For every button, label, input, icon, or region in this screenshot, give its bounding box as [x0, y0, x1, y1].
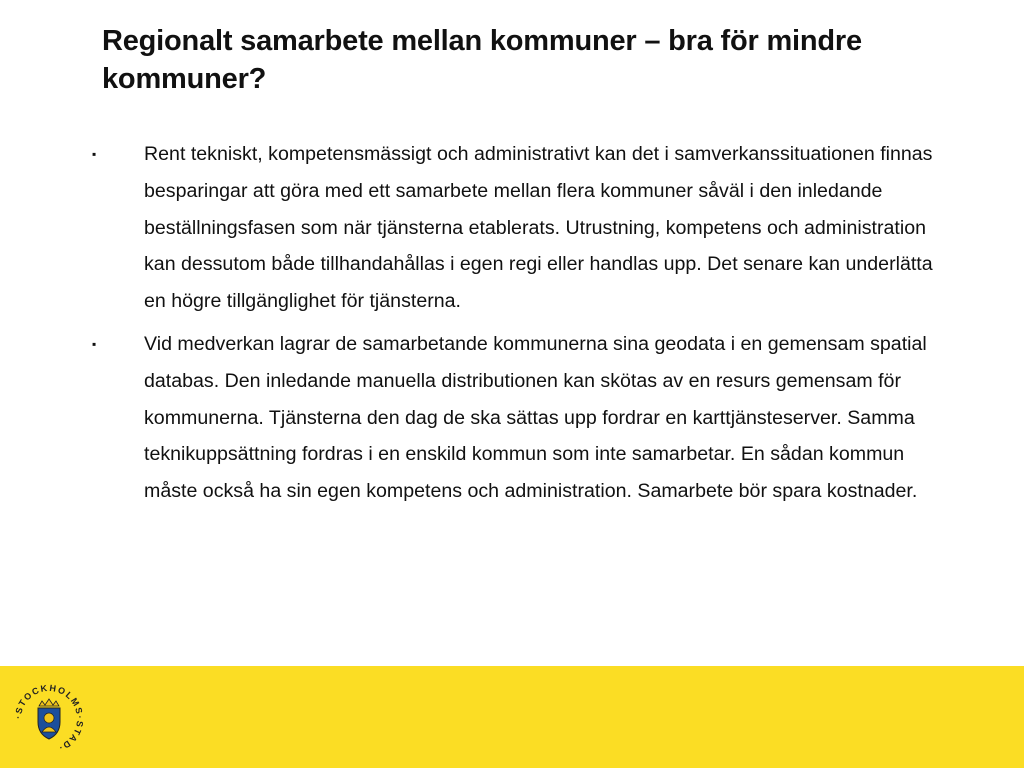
bullet-text: Vid medverkan lagrar de samarbetande kommunerna sina geodata i en gemensam spatial databas. Den inledande manuella distributionen kan skötas av en resurs gemensam för kommunerna. Tjänsterna den dag de ska sättas upp fordrar en karttjänsteserver. Samma teknikuppsättning fordras i en enskild kommun som inte samarbetar. En sådan kommun måste också ha sin egen kompetens och administration. Samarbete bör spara kostnader. [144, 332, 927, 503]
bullet-square-icon: ▪ [92, 147, 97, 161]
footer-band [0, 666, 1024, 768]
slide-title: Regionalt samarbete mellan kommuner – bra för mindre kommuner? [102, 25, 862, 95]
bullet-square-icon: ▪ [92, 336, 97, 351]
seal-ring-text: ·STOCKHOLMS·STAD· [12, 682, 86, 754]
bullet-text: Rent tekniskt, kompetensmässigt och administrativt kan det i samverkanssituationen finnas besparingar att göra med ett samarbete mellan flera kommuner såväl i den inledande beställningsfasen som när tjänsterna etablerats. Utrustning, kompetens och administration kan dessutom både tillhandahållas i egen regi eller handlas upp. Det senare kan underlätta en högre tillgänglighet för tjänsterna. [144, 143, 933, 313]
bullet-item [92, 136, 952, 320]
bullet-list [92, 136, 952, 516]
bullet-item [92, 326, 952, 510]
stockholm-stad-seal-icon [12, 682, 86, 756]
